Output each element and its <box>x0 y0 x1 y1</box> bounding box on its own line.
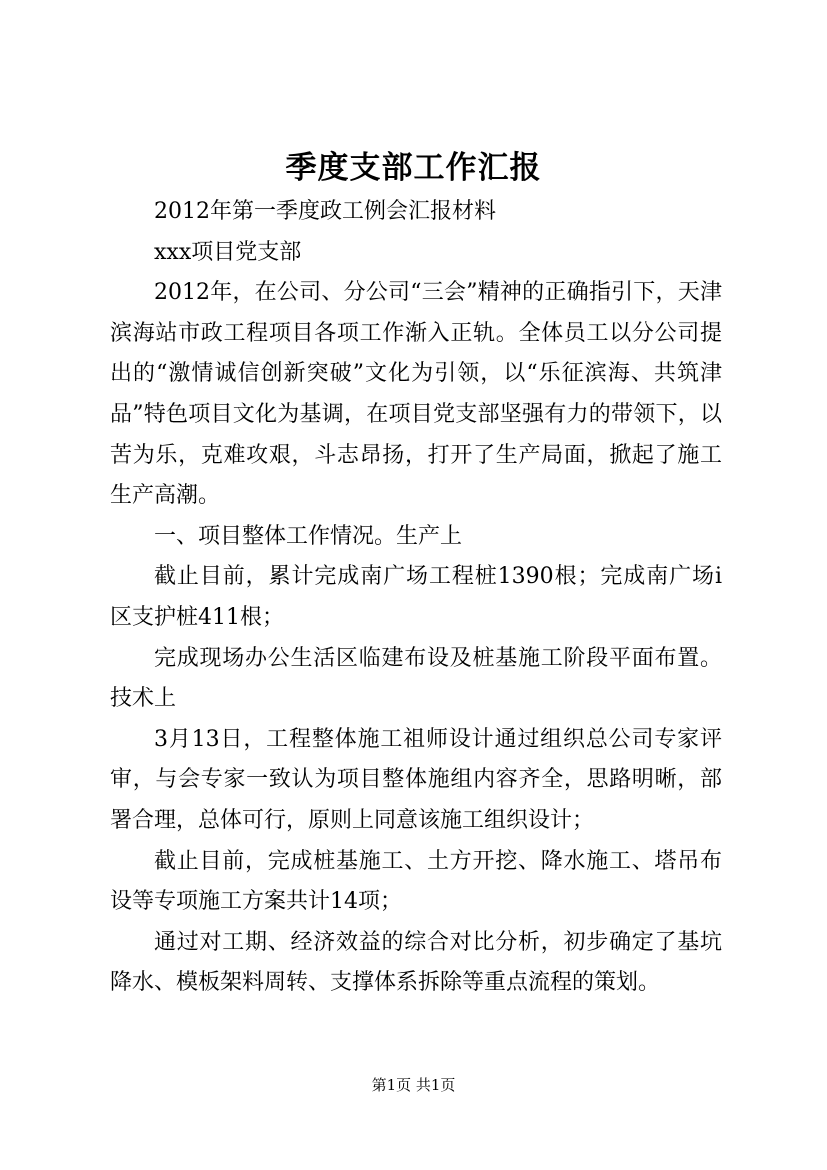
paragraph-design-review: 3月13日，工程整体施工祖师设计通过组织总公司专家评审，与会专家一致认为项目整体施组内容齐全，思路明晰，部署合理，总体可行，原则上同意该施工组织设计； <box>110 726 722 833</box>
document-body <box>110 192 722 1004</box>
paragraph-introduction: 2012年，在公司、分公司“三会”精神的正确指引下，天津滨海站市政工程项目各项工作渐入正轨。全体员工以分公司提出的“激情诚信创新突破”文化为引领，以“乐征滨海、共筑津品”特色项目文化为基调，在项目党支部坚强有力的带领下，以苦为乐，克难攻艰，斗志昂扬，打开了生产局面，掀起了施工生产高潮。 <box>110 280 722 509</box>
paragraph-subtitle: 2012年第一季度政工例会汇报材料 <box>154 199 496 224</box>
paragraph-special-plans: 截止目前，完成桩基施工、土方开挖、降水施工、塔吊布设等专项施工方案共计14项； <box>110 848 722 915</box>
section-heading-overall-work: 一、项目整体工作情况。生产上 <box>154 523 463 549</box>
paragraph-branch-name: xxx项目党支部 <box>154 239 302 265</box>
paragraph-site-layout: 完成现场办公生活区临建布设及桩基施工阶段平面布置。技术上 <box>110 645 722 712</box>
page-footer: 第1页 共1页 <box>371 1076 456 1094</box>
paragraph-process-planning: 通过对工期、经济效益的综合对比分析，初步确定了基坑降水、模板架料周转、支撑体系拆除等重点流程的策划。 <box>110 929 722 996</box>
paragraph-pile-progress: 截止目前，累计完成南广场工程桩1390根；完成南广场i区支护桩411根； <box>110 564 722 630</box>
document-title: 季度支部工作汇报 <box>285 150 542 186</box>
